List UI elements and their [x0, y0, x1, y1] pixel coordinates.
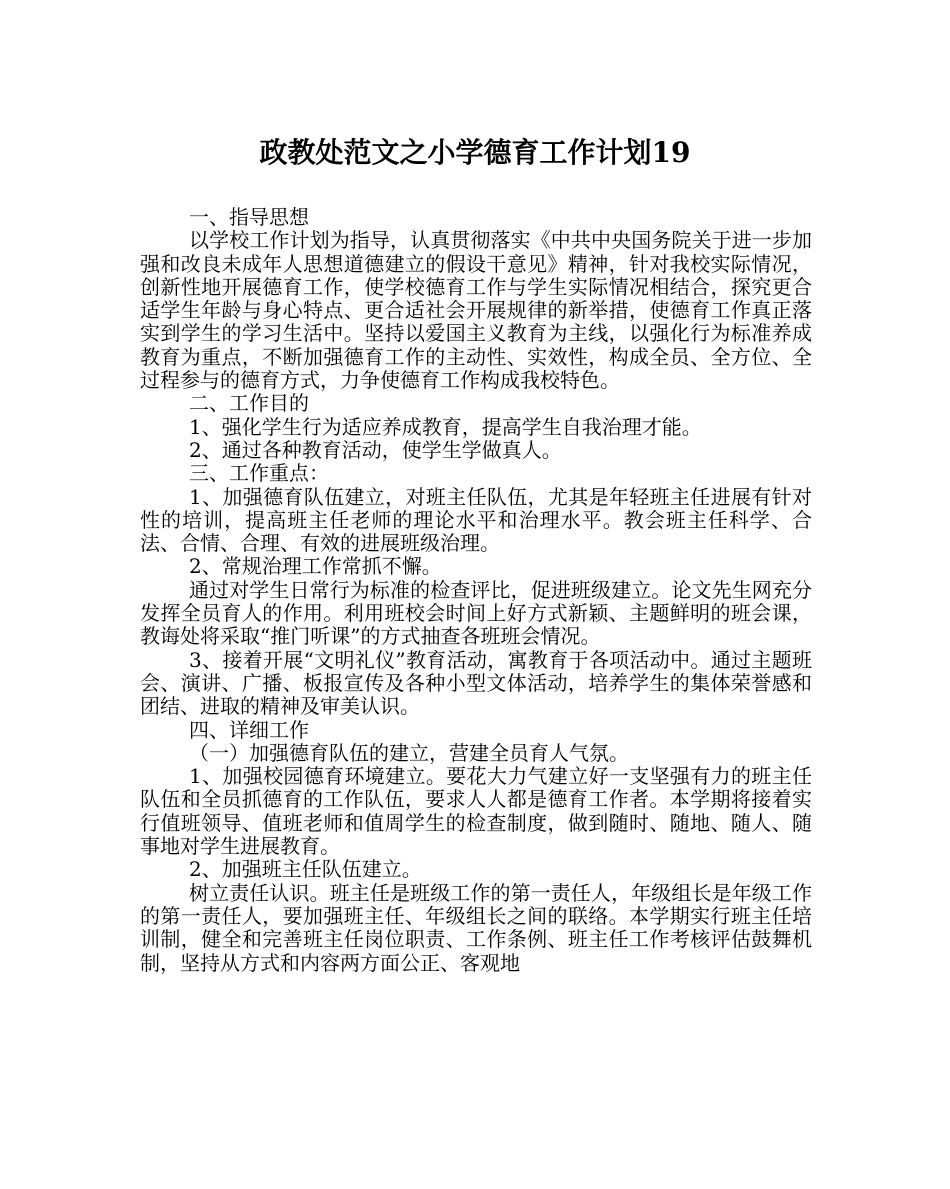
- section-heading-detailed-work: 四、详细工作: [189, 717, 309, 742]
- paragraph-detail-2-body: 树立责任认识。班主任是班级工作的第一责任人，年级组长是年级工作的第一责任人，要加强班主任、年级组长之间的联络。本学期实行班主任培训制，健全和完善班主任岗位职责、工作条例、班主任工作考核评估鼓舞机制，坚持从方式和内容两方面公正、客观地: [140, 880, 812, 975]
- paragraph-focus-2-detail: 通过对学生日常行为标准的检查评比，促进班级建立。论文先生网充分发挥全员育人的作用。利用班校会时间上好方式新颖、主题鲜明的班会课，教诲处将采取“推门听课”的方式抽查各班班会情况。: [140, 577, 812, 649]
- document-title: 政教处范文之小学德育工作计划19: [259, 136, 691, 169]
- list-item-goal-1: 1、强化学生行为适应养成教育，提高学生自我治理才能。: [189, 414, 702, 439]
- list-item-focus-2: 2、常规治理工作常抓不懈。: [189, 554, 442, 579]
- section-heading-guiding-ideology: 一、指导思想: [189, 205, 309, 229]
- list-item-focus-3: 3、接着开展“文明礼仪”教育活动，寓教育于各项活动中。通过主题班会、演讲、广播、板报宣传及各种小型文体活动，培养学生的集体荣誉感和团结、进取的精神及审美认识。: [140, 647, 812, 719]
- paragraph-guiding-ideology: 以学校工作计划为指导，认真贯彻落实《中共中央国务院关于进一步加强和改良未成年人思想道德建立的假设干意见》精神，针对我校实际情况，创新性地开展德育工作，使学校德育工作与学生实际情况相结合，探究更合适学生年龄与身心特点、更合适社会开展规律的新举措，使德育工作真正落实到学生的学习生活中。坚持以爱国主义教育为主线，以强化行为标准养成教育为重点，不断加强德育工作的主动性、实效性，构成全员、全方位、全过程参与的德育方式，力争使德育工作构成我校特色。: [140, 228, 812, 393]
- list-item-detail-2: 2、加强班主任队伍建立。: [189, 857, 422, 882]
- section-heading-work-goals: 二、工作目的: [189, 391, 309, 416]
- document-body: [140, 206, 812, 975]
- section-heading-work-focus: 三、工作重点：: [189, 461, 329, 486]
- list-item-detail-1: 1、加强校园德育环境建立。要花大力气建立好一支坚强有力的班主任队伍和全员抓德育的工作队伍，要求人人都是德育工作者。本学期将接着实行值班领导、值班老师和值周学生的检查制度，做到随时、随地、随人、随事地对学生进展教育。: [140, 764, 812, 859]
- list-item-focus-1: 1、加强德育队伍建立，对班主任队伍，尤其是年轻班主任进展有针对性的培训，提高班主任老师的理论水平和治理水平。教会班主任科学、合法、合情、合理、有效的进展班级治理。: [140, 484, 812, 556]
- list-item-goal-2: 2、通过各种教育活动，使学生学做真人。: [189, 437, 562, 462]
- subsection-heading-1: （一）加强德育队伍的建立，营建全员育人气氛。: [189, 740, 629, 765]
